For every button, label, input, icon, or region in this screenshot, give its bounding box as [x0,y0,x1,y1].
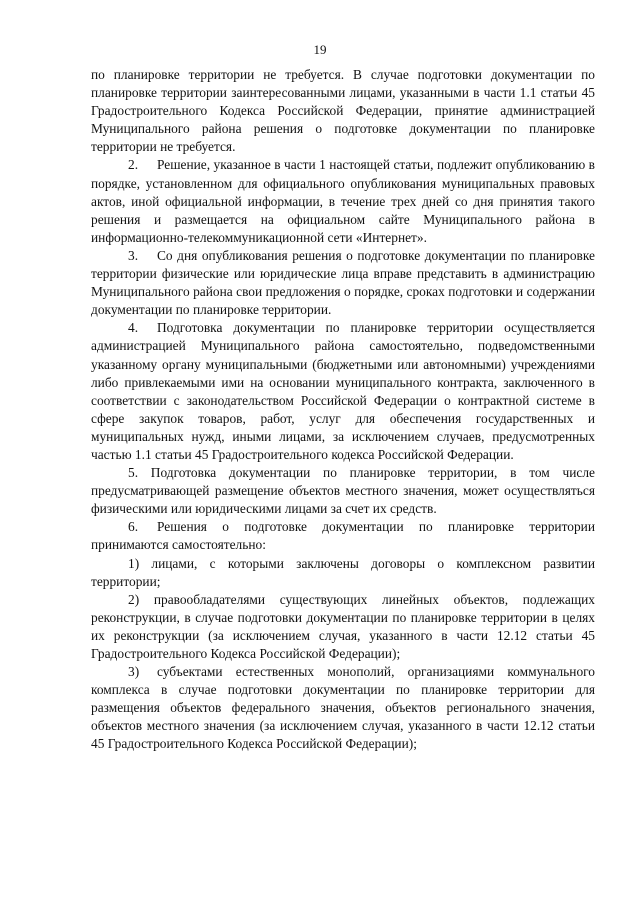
paragraph-6 [91,518,595,554]
paragraph-5 [91,464,595,518]
paragraph-number: 3. [128,247,139,263]
paragraph-4 [91,319,595,464]
paragraph-number: 4. [128,320,139,336]
paragraph-2 [91,156,595,246]
paragraph-text: 2) правообладателями существующих линейных объектов, подлежащих реконструкции, в случае подготовки документации по планировке территории в целях их реконструкции (за исключением случая, указанного в части 12.12 статьи 45 Градостроительного Кодекса Российской Федерации); [91,591,595,661]
list-item-2 [91,591,595,663]
paragraph-number: 6. [128,519,139,535]
paragraph-text: 5. Подготовка документации по планировке территории, в том числе предусматривающей размещение объектов местного значения, может осуществляться физическими или юридическими лицами за счет их средств. [91,465,595,517]
paragraph-number: 2. [128,157,139,173]
paragraph-text: субъектами естественных монополий, организациями коммунального комплекса в случае подготовки документации по планировке территории для размещения объектов федерального значения, объектов регионального значения, объектов местного значения (за исключением случая, указанного в части 12.12 статьи 45 Градостроительного Кодекса Российской Федерации); [91,664,595,752]
paragraph-text: Решения о подготовке документации по планировке территории принимаются самостоятельно: [91,519,595,553]
paragraph-text: по планировке территории не требуется. В случае подготовки документации по планировке территории заинтересованными лицами, указанными в части 1.1 статьи 45 Градостроительного Кодекса Российской Федерации, принятие администрацией Муниципального района решения о подготовке документации по планировке территории не требуется. [91,67,595,155]
paragraph-text: 1) лицами, с которыми заключены договоры о комплексном развитии территории; [91,555,595,589]
paragraph-3 [91,247,595,319]
list-item-3 [91,663,595,753]
paragraph-continuation [91,66,595,156]
paragraph-text: Со дня опубликования решения о подготовке документации по планировке территории физические или юридические лица вправе представить в администрацию Муниципального района свои предложения о порядке, сроках подготовки и содержании документации по планировке территории. [91,247,595,318]
paragraph-number: 3) [128,664,140,680]
paragraph-text: Подготовка документации по планировке территории осуществляется администрацией Муниципального района самостоятельно, подведомственными указанному органу муниципальными (бюджетными или автономными) учреждениями либо привлекаемыми ими на основании муниципального контракта, заключенного в соответствии с законодательством Российской Федерации о контрактной системе в сфере закупок товаров, работ, услуг для обеспечения государственных и муниципальных нужд, иными лицами, за исключением случаев, предусмотренных частью 1.1 статьи 45 Градостроительного кодекса Российской Федерации. [91,320,595,462]
list-item-1 [91,555,595,591]
page-number: 19 [313,42,327,57]
document-body [91,66,595,754]
paragraph-text: Решение, указанное в части 1 настоящей статьи, подлежит опубликованию в порядке, установленном для официального опубликования муниципальных правовых актов, иной официальной информации, в течение трех дней со дня принятия такого решения и размещается на официальном сайте Муниципального района в информационно-телекоммуникационной сети «Интернет». [91,157,595,245]
